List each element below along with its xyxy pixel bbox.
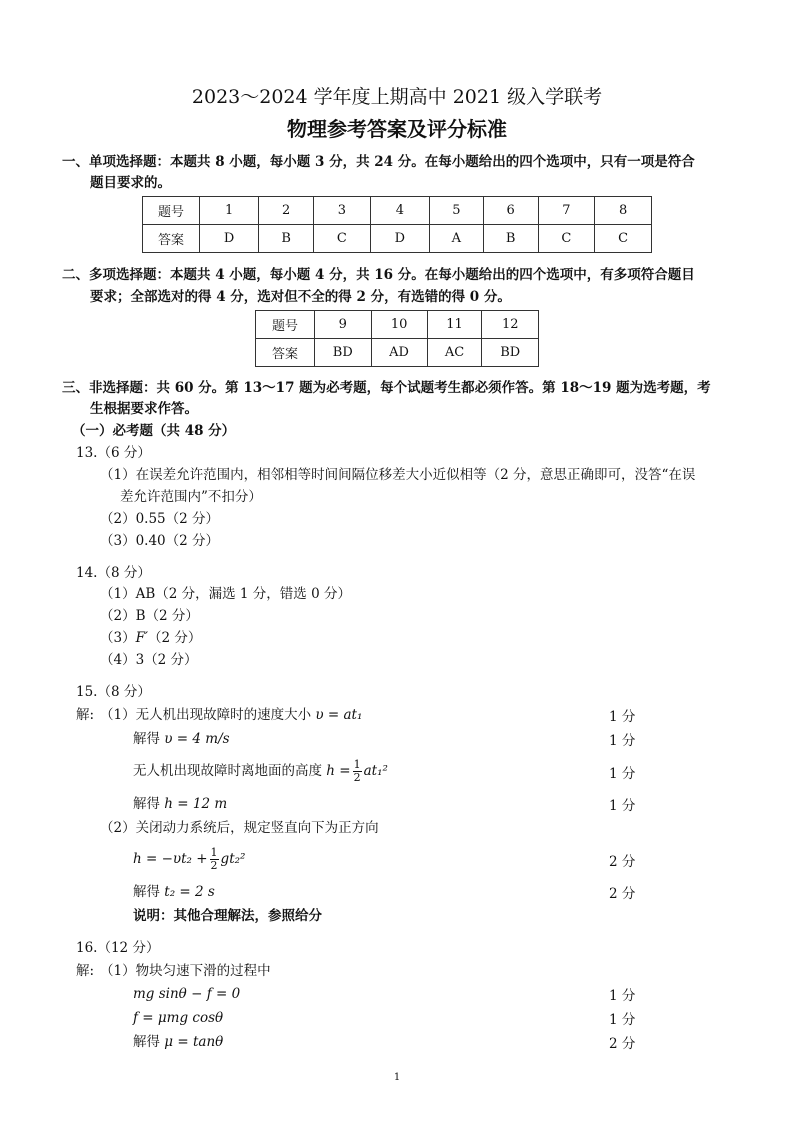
q16-line4 bbox=[133, 1032, 223, 1052]
q15-line1-equation: υ = at₁ bbox=[315, 707, 363, 723]
q15-line2-equation: υ = 4 m/s bbox=[164, 731, 230, 747]
q15-line4-text: 解得 bbox=[133, 796, 160, 812]
q-cell: 3 bbox=[313, 197, 370, 225]
q13-part3: （3）0.40（2 分） bbox=[100, 533, 220, 549]
q14-part3-suffix: （2 分） bbox=[148, 630, 202, 646]
q-cell: 10 bbox=[371, 311, 427, 339]
q14-title: 14.（8 分） bbox=[76, 565, 151, 581]
page-number: 1 bbox=[393, 1072, 401, 1083]
table-row-answer bbox=[256, 339, 539, 367]
q14-part3 bbox=[100, 628, 201, 648]
q15-line4 bbox=[133, 794, 227, 814]
section3-heading-line1: 三、非选择题：共 60 分。第 13～17 题为必考题，每个试题考生都必须作答。第 18～19 题为选考题，考 bbox=[62, 380, 711, 396]
q15-jie: 解: bbox=[76, 707, 95, 723]
q14-part1: （1）AB（2 分，漏选 1 分，错选 0 分） bbox=[100, 586, 351, 602]
q15-line7-text: 解得 bbox=[133, 884, 160, 900]
page-title: 2023～2024 学年度上期高中 2021 级入学联考 bbox=[191, 86, 603, 108]
a-cell: B bbox=[259, 225, 314, 253]
a-cell: C bbox=[538, 225, 595, 253]
q-cell: 4 bbox=[370, 197, 429, 225]
q16-line4-text: 解得 bbox=[133, 1034, 160, 1050]
q15-line6-equation-b: gt₂² bbox=[220, 851, 246, 867]
q16-line3-score: 1 分 bbox=[609, 1012, 636, 1028]
a-cell: D bbox=[200, 225, 259, 253]
q15-line3-equation-b: at₁² bbox=[363, 763, 388, 779]
q15-line1 bbox=[100, 705, 362, 725]
section2-answer-table bbox=[255, 310, 539, 367]
fraction-numerator: 1 bbox=[210, 846, 218, 859]
q15-line7-equation: t₂ = 2 s bbox=[164, 884, 215, 900]
table-row-question bbox=[256, 311, 539, 339]
q14-part2: （2）B（2 分） bbox=[100, 608, 199, 624]
section3-subheading: （一）必考题（共 48 分） bbox=[72, 423, 236, 439]
q-cell: 12 bbox=[482, 311, 539, 339]
fraction-numerator: 1 bbox=[353, 758, 361, 771]
q-cell: 2 bbox=[259, 197, 314, 225]
q15-line4-equation: h = 12 m bbox=[164, 796, 228, 812]
section2-heading-line2: 要求；全部选对的得 4 分，选对但不全的得 2 分，有选错的得 0 分。 bbox=[90, 289, 511, 305]
q15-line2-score: 1 分 bbox=[609, 733, 636, 749]
a-cell: BD bbox=[315, 339, 372, 367]
q15-line1-score: 1 分 bbox=[609, 709, 636, 725]
q-cell: 11 bbox=[427, 311, 482, 339]
q16-line3-equation: f = μmg cosθ bbox=[133, 1010, 224, 1026]
section1-heading-line2: 题目要求的。 bbox=[90, 175, 171, 191]
fraction bbox=[353, 759, 362, 784]
q16-line4-score: 2 分 bbox=[609, 1036, 636, 1052]
a-cell: B bbox=[483, 225, 538, 253]
q14-part3-prefix: （3） bbox=[100, 630, 136, 646]
q15-line3-equation-a: h = bbox=[326, 763, 351, 779]
q15-line2-text: 解得 bbox=[133, 731, 160, 747]
q15-line3 bbox=[133, 756, 388, 786]
q15-line2 bbox=[133, 729, 230, 749]
q15-line5: （2）关闭动力系统后，规定竖直向下为正方向 bbox=[100, 820, 379, 836]
a-cell: BD bbox=[482, 339, 539, 367]
a-cell: C bbox=[313, 225, 370, 253]
section3-heading-line2: 生根据要求作答。 bbox=[90, 401, 198, 417]
q-cell: 1 bbox=[200, 197, 259, 225]
row-label-question: 题号 bbox=[143, 197, 200, 225]
row-label-question: 题号 bbox=[256, 311, 315, 339]
q16-title: 16.（12 分） bbox=[76, 940, 160, 956]
page-subtitle: 物理参考答案及评分标准 bbox=[287, 117, 507, 141]
a-cell: A bbox=[429, 225, 483, 253]
q15-line6-score: 2 分 bbox=[609, 854, 636, 870]
q13-part2: （2）0.55（2 分） bbox=[100, 511, 220, 527]
q16-line2-equation: mg sinθ − f = 0 bbox=[133, 986, 241, 1002]
q15-title: 15.（8 分） bbox=[76, 684, 151, 700]
table-row-answer bbox=[143, 225, 652, 253]
q15-line6 bbox=[133, 844, 245, 874]
q13-title: 13.（6 分） bbox=[76, 445, 151, 461]
q16-jie: 解: bbox=[76, 963, 95, 979]
q16-line2-score: 1 分 bbox=[609, 988, 636, 1004]
q16-line4-equation: μ = tanθ bbox=[164, 1034, 224, 1050]
q15-line7-score: 2 分 bbox=[609, 886, 636, 902]
fraction bbox=[210, 847, 219, 872]
q-cell: 9 bbox=[315, 311, 372, 339]
a-cell: AD bbox=[371, 339, 427, 367]
q15-note: 说明：其他合理解法，参照给分 bbox=[133, 908, 322, 924]
q15-line3-text: 无人机出现故障时离地面的高度 bbox=[133, 763, 322, 779]
q15-line7 bbox=[133, 882, 215, 902]
a-cell: D bbox=[370, 225, 429, 253]
q14-part3-symbol: F′ bbox=[135, 630, 149, 646]
q15-line3-score: 1 分 bbox=[609, 766, 636, 782]
a-cell: AC bbox=[427, 339, 482, 367]
q-cell: 5 bbox=[429, 197, 483, 225]
q14-part4: （4）3（2 分） bbox=[100, 652, 198, 668]
section2-heading-line1: 二、多项选择题：本题共 4 小题，每小题 4 分，共 16 分。在每小题给出的四个选项中，有多项符合题目 bbox=[62, 267, 695, 283]
q13-part1-line1: （1）在误差允许范围内，相邻相等时间间隔位移差大小近似相等（2 分，意思正确即可，没答“在误 bbox=[100, 467, 696, 483]
q-cell: 6 bbox=[483, 197, 538, 225]
q-cell: 8 bbox=[595, 197, 652, 225]
section1-answer-table bbox=[142, 196, 652, 253]
row-label-answer: 答案 bbox=[256, 339, 315, 367]
q15-line6-equation-a: h = −υt₂ + bbox=[133, 851, 208, 867]
row-label-answer: 答案 bbox=[143, 225, 200, 253]
fraction-denominator: 2 bbox=[353, 771, 361, 784]
q15-line4-score: 1 分 bbox=[609, 798, 636, 814]
q-cell: 7 bbox=[538, 197, 595, 225]
section1-heading-line1: 一、单项选择题：本题共 8 小题，每小题 3 分，共 24 分。在每小题给出的四个选项中，只有一项是符合 bbox=[62, 154, 695, 170]
q13-part1-line2: 差允许范围内”不扣分） bbox=[120, 489, 262, 505]
q15-line1-text: （1）无人机出现故障时的速度大小 bbox=[100, 707, 312, 723]
fraction-denominator: 2 bbox=[210, 859, 218, 872]
table-row-question bbox=[143, 197, 652, 225]
a-cell: C bbox=[595, 225, 652, 253]
q16-line1: （1）物块匀速下滑的过程中 bbox=[100, 963, 271, 979]
